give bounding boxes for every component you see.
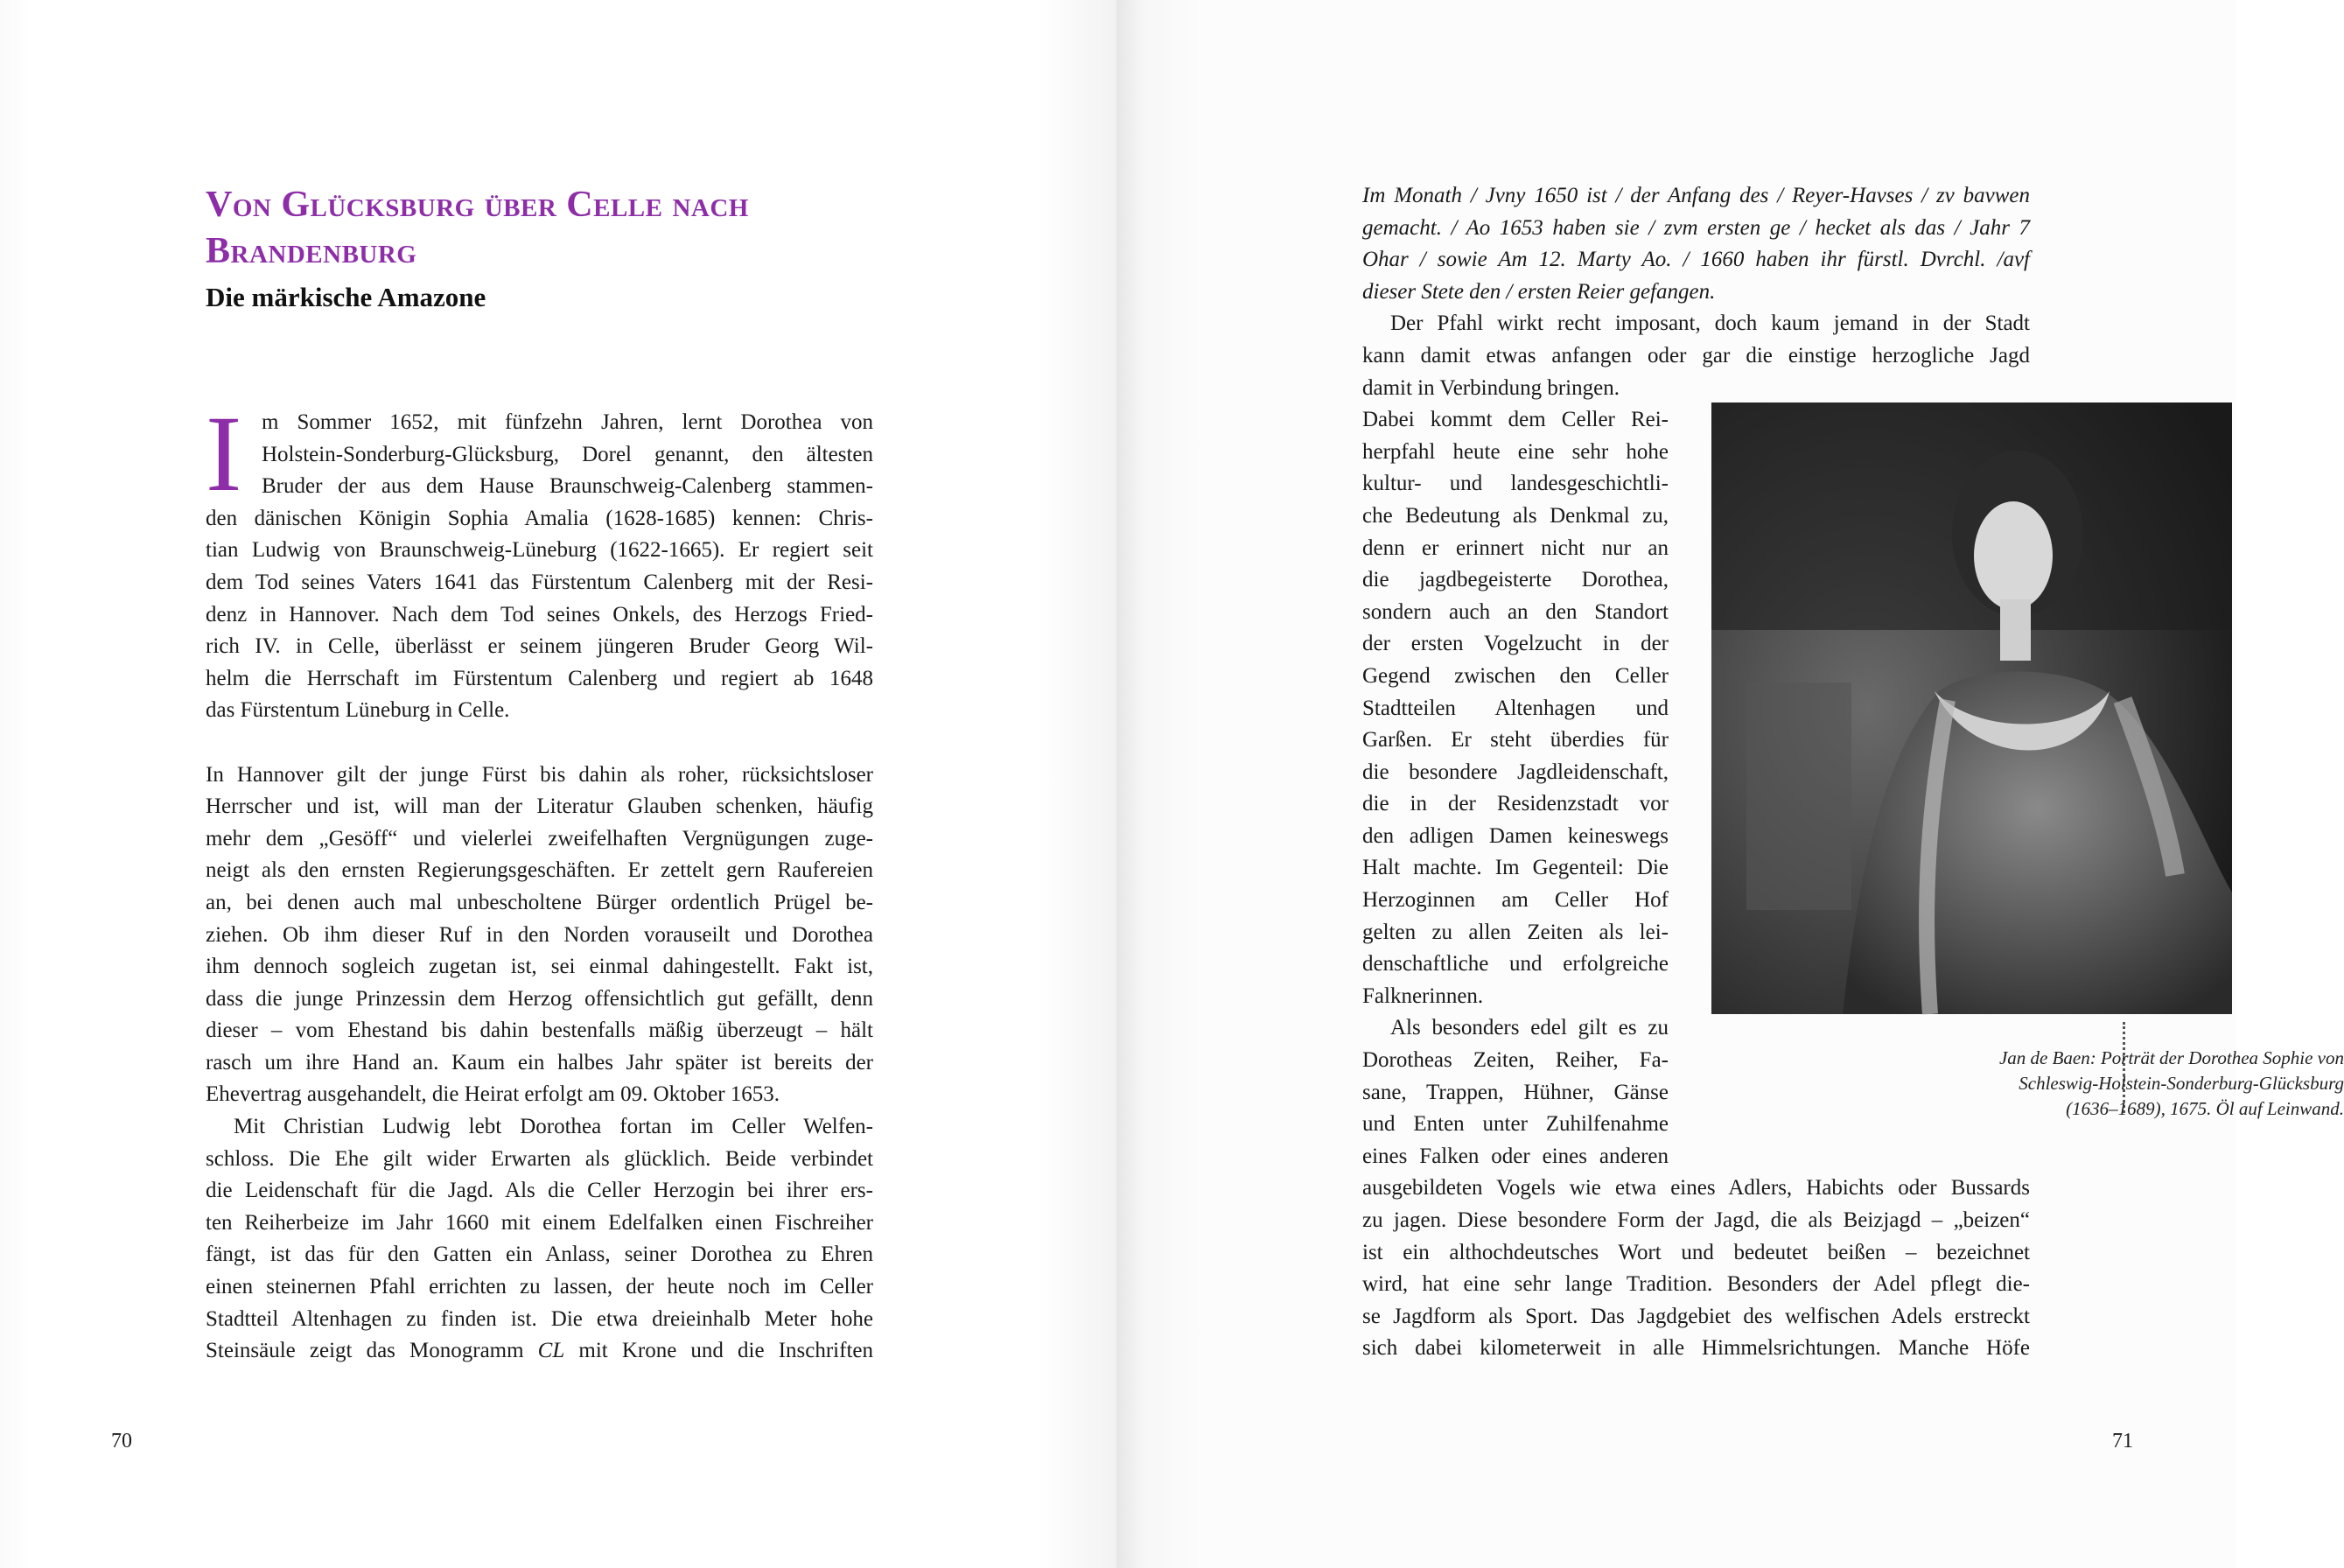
text-line: den dänischen Königin Sophia Amalia (1628-1685) kennen: Chris- bbox=[206, 506, 873, 530]
text-line bbox=[206, 1335, 873, 1368]
text-line: rich IV. in Celle, überlässt er seinem jüngeren Bruder Georg Wil- bbox=[206, 634, 873, 659]
text-line: wird, hat eine sehr lange Tradition. Besonders der Adel pflegt die- bbox=[1362, 1272, 2030, 1297]
text-line: denn er erinnert nicht nur an bbox=[1362, 536, 1669, 560]
text-line: neigt als den ernsten Regierungsgeschäften. Er zettelt gern Raufereien bbox=[206, 858, 873, 883]
text-line: Ehevertrag ausgehandelt, die Heirat erfolgt am 09. Oktober 1653. bbox=[206, 1082, 780, 1107]
page-number-right: 71 bbox=[2112, 1430, 2133, 1452]
text-line: denschaftliche und erfolgreiche bbox=[1362, 952, 1669, 976]
text-segment: Steinsäule zeigt das Monogramm bbox=[206, 1339, 538, 1363]
text-line: die besondere Jagdleidenschaft, bbox=[1362, 760, 1669, 784]
text-line: Als besonders edel gilt es zu bbox=[1390, 1016, 1669, 1040]
text-line: und Enten unter Zuhilfenahme bbox=[1362, 1112, 1669, 1137]
text-line: einen steinernen Pfahl errichten zu lassen, der heute noch im Celler bbox=[206, 1275, 873, 1299]
text-line: m Sommer 1652, mit fünfzehn Jahren, lernt Dorothea von bbox=[262, 410, 873, 434]
text-line: Ohar / sowie Am 12. Marty Ao. / 1660 haben ihr fürstl. Dvrchl. /avf bbox=[1362, 248, 2030, 272]
text-line: Garßen. Er steht überdies für bbox=[1362, 728, 1669, 752]
text-line: Falknerinnen. bbox=[1362, 984, 1484, 1008]
text-line: denz in Hannover. Nach dem Tod seines Onkels, des Herzogs Fried- bbox=[206, 602, 873, 626]
monogram-text: CL bbox=[537, 1339, 565, 1363]
text-line: Stadtteil Altenhagen zu finden ist. Die etwa dreieinhalb Meter hohe bbox=[206, 1306, 873, 1331]
text-line: Herrscher und ist, will man der Literatur Glauben schenken, häufig bbox=[206, 794, 873, 819]
text-line: das Fürstentum Lüneburg in Celle. bbox=[206, 698, 510, 723]
text-line: ziehen. Ob ihm dieser Ruf in den Norden vorauseilt und Dorothea bbox=[206, 922, 873, 947]
text-line: ist ein althochdeutsches Wort und bedeutet beißen – bezeichnet bbox=[1362, 1240, 2030, 1264]
text-line: die in der Residenzstadt vor bbox=[1362, 792, 1669, 816]
text-line: sich dabei kilometerweit in alle Himmelsrichtungen. Manche Höfe bbox=[1362, 1336, 2030, 1361]
text-line: Dorotheas Zeiten, Reiher, Fa- bbox=[1362, 1048, 1669, 1073]
chapter-title-line: Von Glücksburg über Celle nach bbox=[206, 185, 749, 225]
page-number-left: 70 bbox=[111, 1430, 132, 1452]
text-line: Der Pfahl wirkt recht imposant, doch kaum jemand in der Stadt bbox=[1390, 312, 2030, 336]
text-line: sondern auch an den Standort bbox=[1362, 599, 1669, 624]
drop-cap: I bbox=[206, 394, 242, 514]
text-line: dass die junge Prinzessin dem Herzog offensichtlich gut gefällt, denn bbox=[206, 986, 873, 1011]
chapter-subtitle: Die märkische Amazone bbox=[206, 282, 486, 312]
left-body-text bbox=[206, 394, 873, 1368]
text-line: rasch um ihre Hand an. Kaum ein halbes Jahr später ist bereits der bbox=[206, 1050, 873, 1074]
text-line: mehr dem „Gesöff“ und vielerlei zweifelhaften Vergnügungen zuge- bbox=[206, 826, 873, 850]
text-line: gemacht. / Ao 1653 haben sie / zvm ersten ge / hecket als das / Jahr 7 bbox=[1362, 215, 2030, 240]
caption-line: (1636–1689), 1675. Öl auf Leinwand. bbox=[2066, 1098, 2344, 1119]
text-line: In Hannover gilt der junge Fürst bis dahin als roher, rücksichtsloser bbox=[206, 762, 873, 787]
text-line: schloss. Die Ehe gilt wider Erwarten als glücklich. Beide verbindet bbox=[206, 1146, 873, 1171]
paragraph-gap bbox=[206, 727, 873, 760]
caption-line: Jan de Baen: Porträt der Dorothea Sophie von bbox=[1998, 1047, 2344, 1068]
text-line: die Leidenschaft für die Jagd. Als die Celler Herzogin bei ihrer ers- bbox=[206, 1179, 873, 1203]
text-line: ten Reiherbeize im Jahr 1660 mit einem Edelfalken einen Fischreiher bbox=[206, 1210, 873, 1235]
text-line: ihm dennoch sogleich zugetan ist, sei einmal dahingestellt. Fakt ist, bbox=[206, 955, 873, 979]
text-line: Mit Christian Ludwig lebt Dorothea fortan im Celler Welfen- bbox=[234, 1115, 873, 1139]
chapter-title-line: Brandenburg bbox=[206, 231, 417, 271]
text-line: tian Ludwig von Braunschweig-Lüneburg (1622-1665). Er regiert seit bbox=[206, 538, 873, 563]
text-line: se Jagdform als Sport. Das Jagdgebiet des welfischen Adels erstreckt bbox=[1362, 1304, 2030, 1328]
left-page bbox=[0, 0, 1116, 1568]
text-segment: mit Krone und die Inschriften bbox=[564, 1339, 873, 1363]
text-line: Stadtteilen Altenhagen und bbox=[1362, 696, 1669, 720]
text-line: an, bei denen auch mal unbescholtene Bürger ordentlich Prügel be- bbox=[206, 890, 873, 914]
text-line: helm die Herrschaft im Fürstentum Calenberg und regiert ab 1648 bbox=[206, 666, 873, 690]
text-line: Bruder der aus dem Hause Braunschweig-Calenberg stammen- bbox=[262, 474, 873, 499]
portrait-image bbox=[1711, 402, 2232, 1014]
text-line: Im Monath / Jvny 1650 ist / der Anfang des / Reyer-Havses / zv bavwen bbox=[1362, 184, 2030, 207]
text-line: Herzoginnen am Celler Hof bbox=[1362, 888, 1669, 913]
text-line: kann damit etwas anfangen oder gar die einstige herzogliche Jagd bbox=[1362, 343, 2030, 368]
text-line: damit in Verbindung bringen. bbox=[1362, 375, 1620, 400]
text-line: Holstein-Sonderburg-Glücksburg, Dorel genannt, den ältesten bbox=[262, 442, 873, 466]
chapter-title bbox=[206, 182, 749, 275]
right-page bbox=[1116, 0, 2344, 1568]
text-line: Gegend zwischen den Celler bbox=[1362, 663, 1669, 688]
text-line: Halt machte. Im Gegenteil: Die bbox=[1362, 856, 1669, 880]
portrait-caption bbox=[1659, 1046, 2344, 1122]
text-line: zu jagen. Diese besondere Form der Jagd, die als Beizjagd – „beizen“ bbox=[1362, 1208, 2030, 1232]
text-line: ausgebildeten Vogels wie etwa eines Adlers, Habichts oder Bussards bbox=[1362, 1176, 2030, 1200]
text-line: herpfahl heute eine sehr hohe bbox=[1362, 439, 1669, 464]
text-line: che Bedeutung als Denkmal zu, bbox=[1362, 503, 1669, 528]
text-line: Dabei kommt dem Celler Rei- bbox=[1362, 408, 1669, 432]
text-line: dieser Stete den / ersten Reier gefangen. bbox=[1362, 279, 1716, 304]
text-line: eines Falken oder eines anderen bbox=[1362, 1144, 1669, 1168]
text-line: der ersten Vogelzucht in der bbox=[1362, 632, 1669, 656]
text-line: sane, Trappen, Hühner, Gänse bbox=[1362, 1080, 1669, 1104]
portrait-painting bbox=[1711, 402, 2232, 1014]
text-line: dieser – vom Ehestand bis dahin bestenfalls mäßig überzeugt – hält bbox=[206, 1018, 873, 1043]
text-line: den adligen Damen keineswegs bbox=[1362, 823, 1669, 848]
text-line: fängt, ist das für den Gatten ein Anlass, seiner Dorothea zu Ehren bbox=[206, 1242, 873, 1267]
text-line: gelten zu allen Zeiten als lei- bbox=[1362, 920, 1669, 944]
text-line: kultur- und landesgeschichtli- bbox=[1362, 472, 1669, 496]
caption-line: Schleswig-Holstein-Sonderburg-Glücksburg bbox=[2019, 1073, 2344, 1094]
text-line: dem Tod seines Vaters 1641 das Fürstentum Calenberg mit der Resi- bbox=[206, 570, 873, 594]
text-line: die jagdbegeisterte Dorothea, bbox=[1362, 568, 1669, 592]
